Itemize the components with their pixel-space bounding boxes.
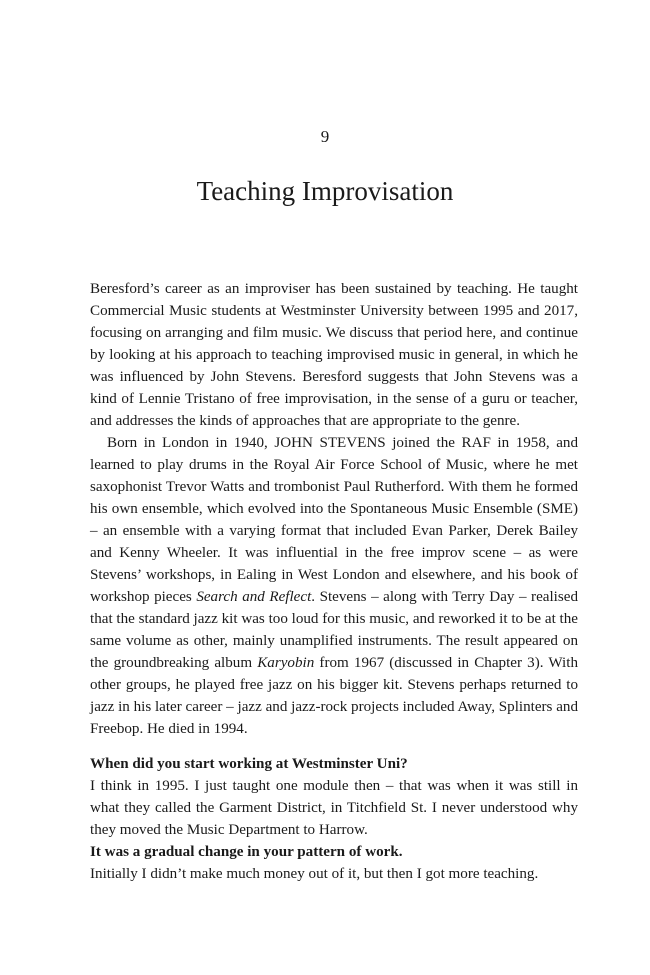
interview-answer-1: I think in 1995. I just taught one module then – that was when it was still in what they called the Garment District, in Titchfield St. I never understood why they moved the Music Department to Harrow. (90, 778, 578, 838)
interview-question-2: It was a gradual change in your pattern of work. (90, 844, 403, 860)
chapter-title: Teaching Improvisation (196, 176, 454, 206)
interview-answer-2: Initially I didn’t make much money out of it, but then I got more teaching. (90, 866, 539, 882)
bio-text-part-3: from 1967 (discussed in Chapter 3). With other groups, he played free jazz on his bigger kit. Stevens perhaps returned to jazz in his later career – jazz and jazz-rock projects included Away, Splinters and Freebop. He died in 1994. (90, 655, 578, 737)
album-title: Karyobin (257, 655, 315, 671)
bio-text-part-1: Born in London in 1940, JOHN STEVENS joined the RAF in 1958, and learned to play drums in the Royal Air Force School of Music, where he met saxophonist Trevor Watts and trombonist Paul Rutherford. With them he formed his own ensemble, which evolved into the Spontaneous Music Ensemble (SME) – an ensemble with a varying format that included Evan Parker, Derek Bailey and Kenny Wheeler. It was influential in the free improv scene – as were Stevens’ workshops, in Ealing in West London and elsewhere, and his book of workshop pieces (90, 435, 578, 605)
interview-question-1: When did you start working at Westminster Uni? (90, 756, 408, 772)
biography-paragraph (90, 432, 578, 740)
bio-text-part-2: . Stevens – along with Terry Day – realised that the standard jazz kit was too loud for this music, and reworked it to be at the same volume as other, mainly unamplified instruments. The result appeared on the groundbreaking album (90, 589, 578, 671)
intro-paragraph: Beresford’s career as an improviser has been sustained by teaching. He taught Commercial Music students at Westminster University between 1995 and 2017, focusing on arranging and film music. We discuss that period here, and continue by looking at his approach to teaching improvised music in general, in which he was influenced by John Stevens. Beresford suggests that John Stevens was a kind of Lennie Tristano of free improvisation, in the sense of a guru or teacher, and addresses the kinds of approaches that are appropriate to the genre. (90, 281, 578, 429)
body-text (90, 278, 578, 885)
book-title: Search and Reflect (196, 589, 312, 605)
chapter-number: 9 (320, 127, 330, 146)
